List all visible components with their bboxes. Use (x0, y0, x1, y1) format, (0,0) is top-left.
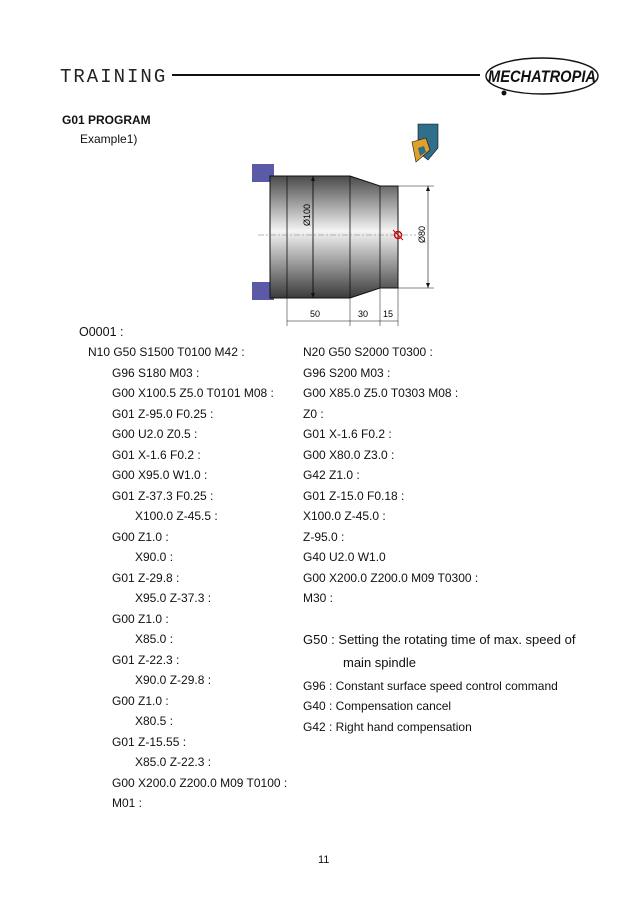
program-line: G00 X100.5 Z5.0 T0101 M08 : (112, 386, 274, 400)
example-label: Example1) (80, 132, 138, 146)
program-line: G42 Z1.0 : (303, 468, 360, 482)
program-line: Z-95.0 : (303, 529, 345, 544)
program-line: G40 U2.0 W1.0 (303, 550, 386, 564)
program-line: G00 X85.0 Z5.0 T0303 M08 : (303, 386, 459, 400)
program-line: X80.5 : (135, 714, 174, 728)
program-line: X85.0 : (135, 632, 174, 646)
program-line: X95.0 Z-37.3 : (135, 591, 212, 605)
note-g50-cont: main spindle (343, 655, 416, 670)
program-line: G00 X80.0 Z3.0 : (303, 447, 395, 462)
part-drawing (240, 118, 470, 330)
note-g40: G40 : Compensation cancel (303, 699, 452, 713)
dim-label-30: 30 (358, 309, 369, 319)
logo-dot (502, 91, 507, 96)
section-title: G01 PROGRAM (62, 113, 151, 127)
program-line: G01 X-1.6 F0.2 : (112, 447, 201, 462)
program-line: G00 X200.0 Z200.0 M09 T0300 : (303, 570, 479, 585)
program-line: N20 G50 S2000 T0300 : (303, 345, 433, 359)
dim-label-50: 50 (310, 309, 321, 319)
program-line: G00 Z1.0 : (112, 529, 169, 544)
program-line: G01 Z-37.3 F0.25 : (112, 488, 214, 503)
dim-arrow (426, 283, 430, 288)
program-line: G01 X-1.6 F0.2 : (303, 427, 392, 441)
program-line: G00 X200.0 Z200.0 M09 T0100 : (112, 775, 288, 790)
part-body (270, 176, 398, 298)
program-line: G00 X95.0 W1.0 : (112, 468, 208, 482)
program-line: G00 Z1.0 : (112, 611, 169, 626)
note-g42: G42 : Right hand compensation (303, 720, 472, 734)
logo-text: MECHATROPIA (488, 67, 596, 86)
program-line: X100.0 Z-45.0 : (303, 509, 386, 523)
company-logo (482, 54, 600, 102)
dim-arrow (426, 186, 430, 191)
program-line: G96 S200 M03 : (303, 365, 391, 380)
note-g96: G96 : Constant surface speed control command (303, 679, 558, 693)
page-number: 11 (318, 854, 330, 866)
dim-label-dia100: Ø100 (302, 203, 312, 226)
program-line: Z0 : (303, 406, 324, 421)
program-line: G01 Z-15.0 F0.18 : (303, 488, 405, 503)
program-line: M01 : (112, 796, 143, 810)
program-line: N10 G50 S1500 T0100 M42 : (88, 345, 245, 359)
program-line: G00 Z1.0 : (112, 693, 169, 708)
program-line: X90.0 Z-29.8 : (135, 673, 212, 687)
program-line: M30 : (303, 591, 334, 605)
program-line: G01 Z-15.55 : (112, 734, 187, 749)
program-name: O0001 : (79, 325, 124, 339)
cutting-tool-icon (412, 124, 438, 162)
program-line: G96 S180 M03 : (112, 365, 200, 380)
program-line: G01 Z-22.3 : (112, 652, 180, 667)
note-g50: G50 : Setting the rotating time of max. speed of (303, 632, 576, 647)
program-line: X90.0 : (135, 550, 174, 564)
program-line: G01 Z-29.8 : (112, 570, 180, 585)
program-line: X85.0 Z-22.3 : (135, 755, 212, 769)
header-rule (172, 74, 480, 76)
header-title: TRAINING (60, 66, 168, 88)
dim-label-15: 15 (383, 309, 394, 319)
program-line: G00 U2.0 Z0.5 : (112, 427, 198, 441)
program-line: X100.0 Z-45.5 : (135, 509, 218, 523)
dim-label-dia80: Ø80 (417, 225, 427, 243)
program-line: G01 Z-95.0 F0.25 : (112, 406, 214, 421)
